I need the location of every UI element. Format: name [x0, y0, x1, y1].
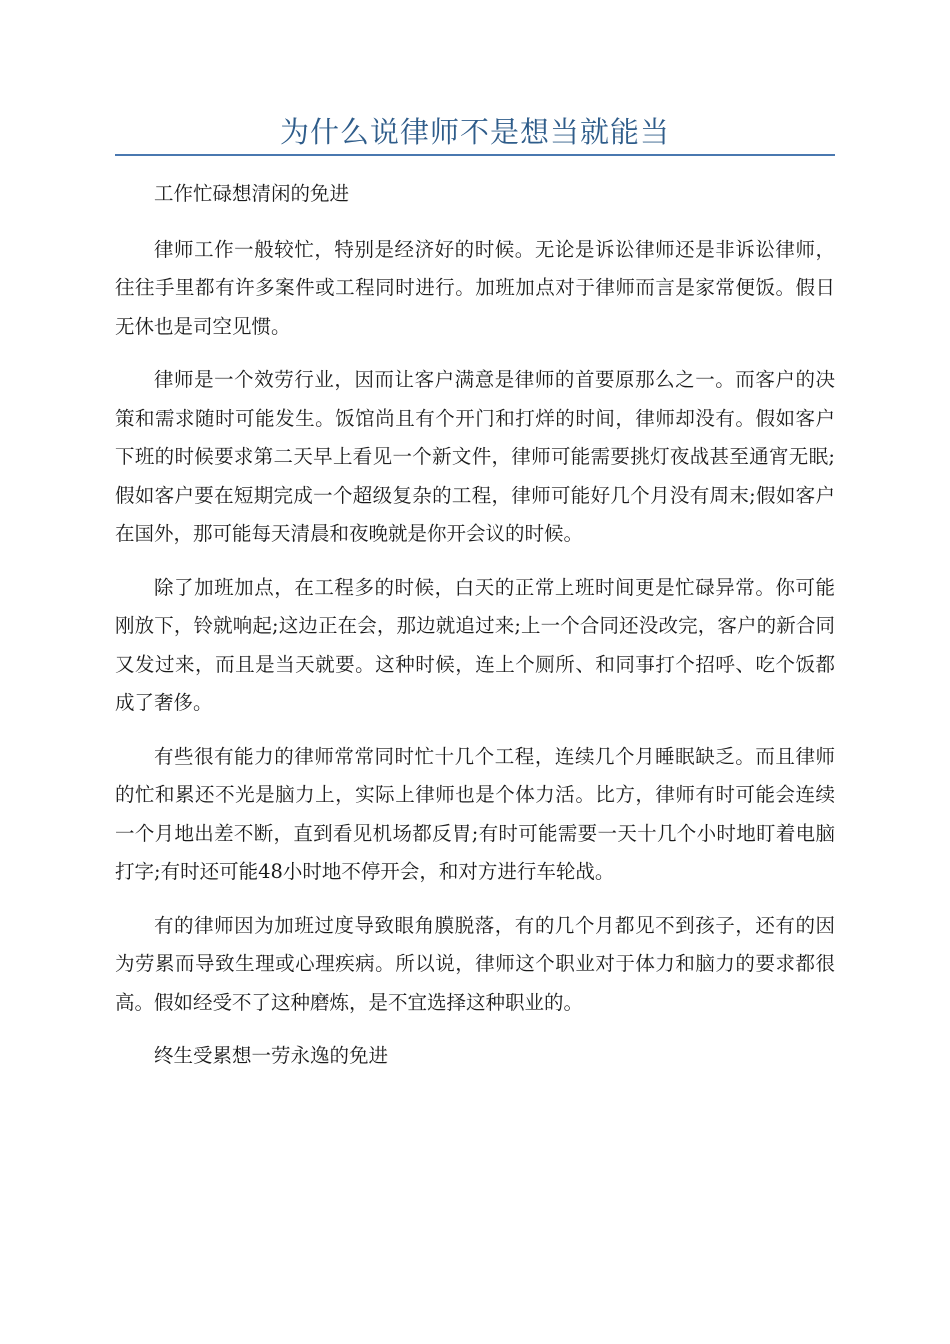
document-title: 为什么说律师不是想当就能当 [279, 115, 670, 149]
section-heading: 工作忙碌想清闲的免进 [154, 182, 350, 205]
body-paragraph: 律师是一个效劳行业，因而让客户满意是律师的首要原那么之一。而客户的决策和需求随时可能发生。饭馆尚且有个开门和打烊的时间，律师却没有。假如客户下班的时候要求第二天早上看见一个新文件，律师可能需要挑灯夜战甚至通宵无眠;假如客户要在短期完成一个超级复杂的工程，律师可能好几个月没有周末;假如客户在国外，那可能每天清晨和夜晚就是你开会议的时候。 [115, 368, 835, 545]
body-paragraph: 有的律师因为加班过度导致眼角膜脱落，有的几个月都见不到孩子，还有的因为劳累而导致生理或心理疾病。所以说，律师这个职业对于体力和脑力的要求都很高。假如经受不了这种磨炼，是不宜选择这种职业的。 [115, 913, 835, 1014]
body-paragraph: 有些很有能力的律师常常同时忙十几个工程，连续几个月睡眠缺乏。而且律师的忙和累还不光是脑力上，实际上律师也是个体力活。比方，律师有时可能会连续一个月地出差不断，直到看见机场都反胃;有时可能需要一天十几个小时地盯着电脑打字;有时还可能48小时地不停开会，和对方进行车轮战。 [115, 744, 835, 883]
body-paragraph: 除了加班加点，在工程多的时候，白天的正常上班时间更是忙碌异常。你可能刚放下，铃就响起;这边正在会，那边就追过来;上一个合同还没改完，客户的新合同又发过来，而且是当天就要。这种时候，连上个厕所、和同事打个招呼、吃个饭都成了奢侈。 [115, 575, 835, 714]
title-underline [115, 154, 835, 156]
section-heading: 终生受累想一劳永逸的免进 [154, 1044, 389, 1067]
body-paragraph: 律师工作一般较忙，特别是经济好的时候。无论是诉讼律师还是非诉讼律师，往往手里都有许多案件或工程同时进行。加班加点对于律师而言是家常便饭。假日无休也是司空见惯。 [115, 237, 835, 338]
document-body [115, 175, 835, 1093]
